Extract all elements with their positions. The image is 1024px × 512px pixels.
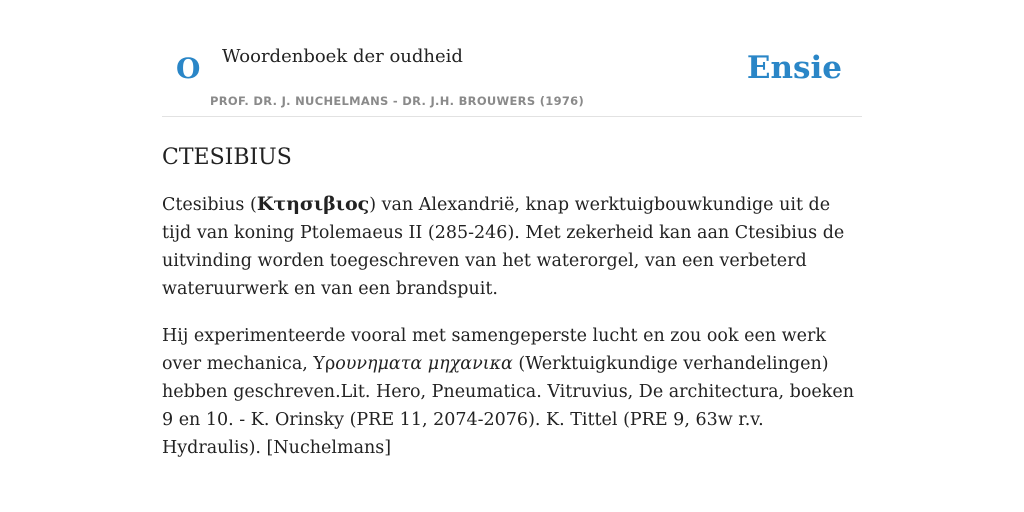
- dictionary-header: [162, 0, 862, 117]
- entry-paragraph: [162, 322, 862, 462]
- entry-body: [162, 190, 862, 462]
- book-title-link[interactable]: Woordenboek der oudheid: [222, 46, 463, 67]
- book-authors: PROF. DR. J. NUCHELMANS - DR. J.H. BROUWERS (1976): [210, 94, 585, 108]
- entry-paragraph: [162, 190, 862, 303]
- greek-name: Κτησιβιος: [256, 193, 370, 215]
- paragraph-text: ) van Alexandrië, knap werktuigbouwkundige uit de tijd van koning Ptolemaeus II (285-246). Met zekerheid kan aan Ctesibius de uitvinding worden toegeschreven van het waterorgel, van een verbeterd wateruurwerk en van een brandspuit.: [162, 195, 845, 299]
- entry-title: CTESIBIUS: [162, 145, 292, 170]
- paragraph-text: Hij experimenteerde vooral met samengeperste lucht en zou ook een werk over mechanica, Υρ: [162, 326, 826, 374]
- ensie-logo[interactable]: Ensie: [746, 50, 842, 86]
- greek-title: ουνηματα μηχανικα: [335, 354, 513, 374]
- page-container: [162, 0, 862, 462]
- paragraph-text: Ctesibius (: [162, 195, 257, 215]
- paragraph-text: (Werktuigkundige verhandelingen) hebben geschreven.Lit. Hero, Pneumatica. Vitruvius, De architectura, boeken 9 en 10. - K. Orinsky (PRE 11, 2074-2076). K. Tittel (PRE 9, 63w r.v. Hydraulis). [Nuchelmans]: [162, 354, 854, 458]
- letter-index[interactable]: O: [176, 52, 201, 85]
